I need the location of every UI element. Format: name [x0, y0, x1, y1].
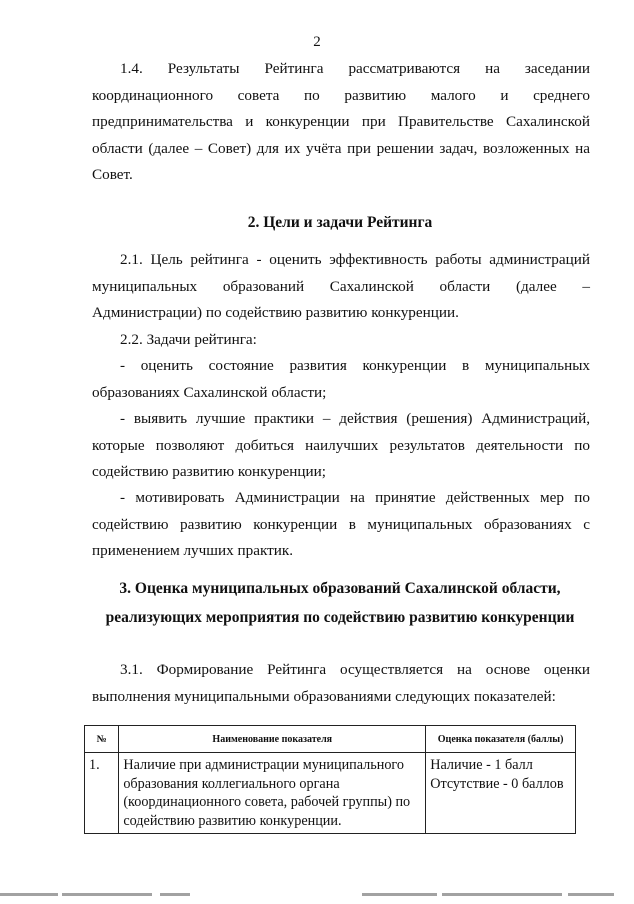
column-header-number: №: [85, 726, 119, 753]
page-number: 2: [313, 34, 321, 50]
task-item-3: - мотивировать Администрации на принятие действенных мер по содействию развитию конкуренции в муниципальных образованиях с применением лучших практик.: [92, 489, 590, 559]
score-absent-line: Отсутствие - 0 баллов: [430, 775, 564, 792]
section-3-title-line-2: реализующих мероприятия по содействию развитию конкуренции: [105, 609, 575, 626]
paragraph-1-4: 1.4. Результаты Рейтинга рассматриваются на заседании координационного совета по развитию малого и среднего предпринимательства и конкуренции при Правительстве Сахалинской области (далее – Совет) для их учёта при решении задач, возложенных на Совет.: [92, 60, 590, 183]
column-header-indicator-name: Наименование показателя: [119, 726, 426, 753]
scan-artifact-bottom-edge: [0, 893, 634, 899]
paragraph-3-1: 3.1. Формирование Рейтинга осуществляется на основе оценки выполнения муниципальными образованиями следующих показателей:: [92, 661, 590, 705]
table-header-row: [85, 726, 576, 753]
task-item-1: - оценить состояние развития конкуренции в муниципальных образованиях Сахалинской области;: [92, 357, 590, 401]
column-header-score: Оценка показателя (баллы): [426, 726, 576, 753]
indicators-table: [84, 725, 576, 834]
paragraph-2-2: 2.2. Задачи рейтинга:: [120, 331, 257, 348]
indicator-name-cell: Наличие при администрации муниципального образования коллегиального органа (координационного совета, рабочей группы) по содействию развитию конкуренции.: [119, 753, 426, 834]
section-3-title-line-1: 3. Оценка муниципальных образований Сахалинской области,: [119, 580, 561, 597]
table-row: [85, 753, 576, 834]
row-number-cell: 1.: [85, 753, 119, 834]
score-present-line: Наличие - 1 балл: [430, 757, 533, 773]
score-cell: [426, 753, 576, 834]
paragraph-2-1: 2.1. Цель рейтинга - оценить эффективность работы администраций муниципальных образований Сахалинской области (далее – Администрации) по содействию развитию конкуренции.: [92, 251, 590, 321]
task-item-2: - выявить лучшие практики – действия (решения) Администраций, которые позволяют добиться наилучших результатов деятельности по содействию развитию конкуренции;: [92, 410, 590, 480]
section-2-title: 2. Цели и задачи Рейтинга: [247, 214, 433, 231]
